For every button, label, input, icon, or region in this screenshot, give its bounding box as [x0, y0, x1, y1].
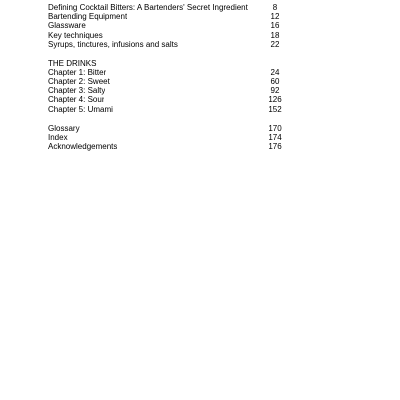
toc-entry[interactable] [48, 68, 284, 77]
toc-entry[interactable] [48, 133, 284, 142]
toc-entry[interactable] [48, 95, 284, 104]
toc-section-back-matter [48, 124, 284, 152]
toc-entry-title: Bartending Equipment [48, 12, 128, 22]
toc-entry-title: Chapter 3: Salty [48, 86, 106, 96]
toc-entry-title: Chapter 5: Umami [48, 104, 113, 114]
toc-entry[interactable] [48, 3, 284, 12]
toc-entry[interactable] [48, 31, 284, 40]
table-of-contents [48, 3, 284, 151]
toc-entry-title: Chapter 2: Sweet [48, 77, 110, 87]
toc-entry[interactable] [48, 77, 284, 86]
toc-entry[interactable] [48, 21, 284, 30]
toc-entry-page: 24 [270, 67, 280, 77]
toc-entry-title: Key techniques [48, 30, 103, 40]
toc-entry-page: 8 [272, 3, 278, 12]
toc-entry-page: 126 [268, 95, 282, 105]
toc-entry-page: 152 [268, 104, 282, 114]
toc-entry-page: 18 [270, 30, 280, 40]
toc-entry-title: Chapter 1: Bitter [48, 67, 107, 77]
toc-entry-title: Defining Cocktail Bitters: A Bartenders' Secret Ingredient [48, 3, 248, 12]
toc-entry[interactable] [48, 105, 284, 114]
toc-entry-title: Syrups, tinctures, infusions and salts [48, 39, 178, 49]
toc-entry-title: Glassware [48, 21, 86, 31]
toc-entry-title: Glossary [48, 123, 80, 133]
toc-entry-page: 22 [270, 39, 280, 49]
toc-section-drinks [48, 59, 284, 114]
toc-entry-page: 170 [268, 123, 282, 133]
toc-entry-page: 176 [268, 142, 282, 152]
toc-entry[interactable] [48, 86, 284, 95]
toc-entry[interactable] [48, 40, 284, 49]
toc-entry-page: 16 [270, 21, 280, 31]
toc-entry-page: 92 [270, 86, 280, 96]
toc-entry[interactable] [48, 12, 284, 21]
toc-entry-page: 12 [270, 12, 280, 22]
toc-entry[interactable] [48, 142, 284, 151]
toc-section-front-matter [48, 3, 284, 49]
toc-entry-page: 60 [270, 77, 280, 87]
toc-section-heading: THE DRINKS [48, 58, 97, 68]
toc-entry-title: Chapter 4: Sour [48, 95, 105, 105]
toc-entry-title: Acknowledgements [48, 142, 118, 152]
toc-entry-title: Index [48, 132, 68, 142]
toc-entry[interactable] [48, 124, 284, 133]
toc-entry-page: 174 [268, 132, 282, 142]
